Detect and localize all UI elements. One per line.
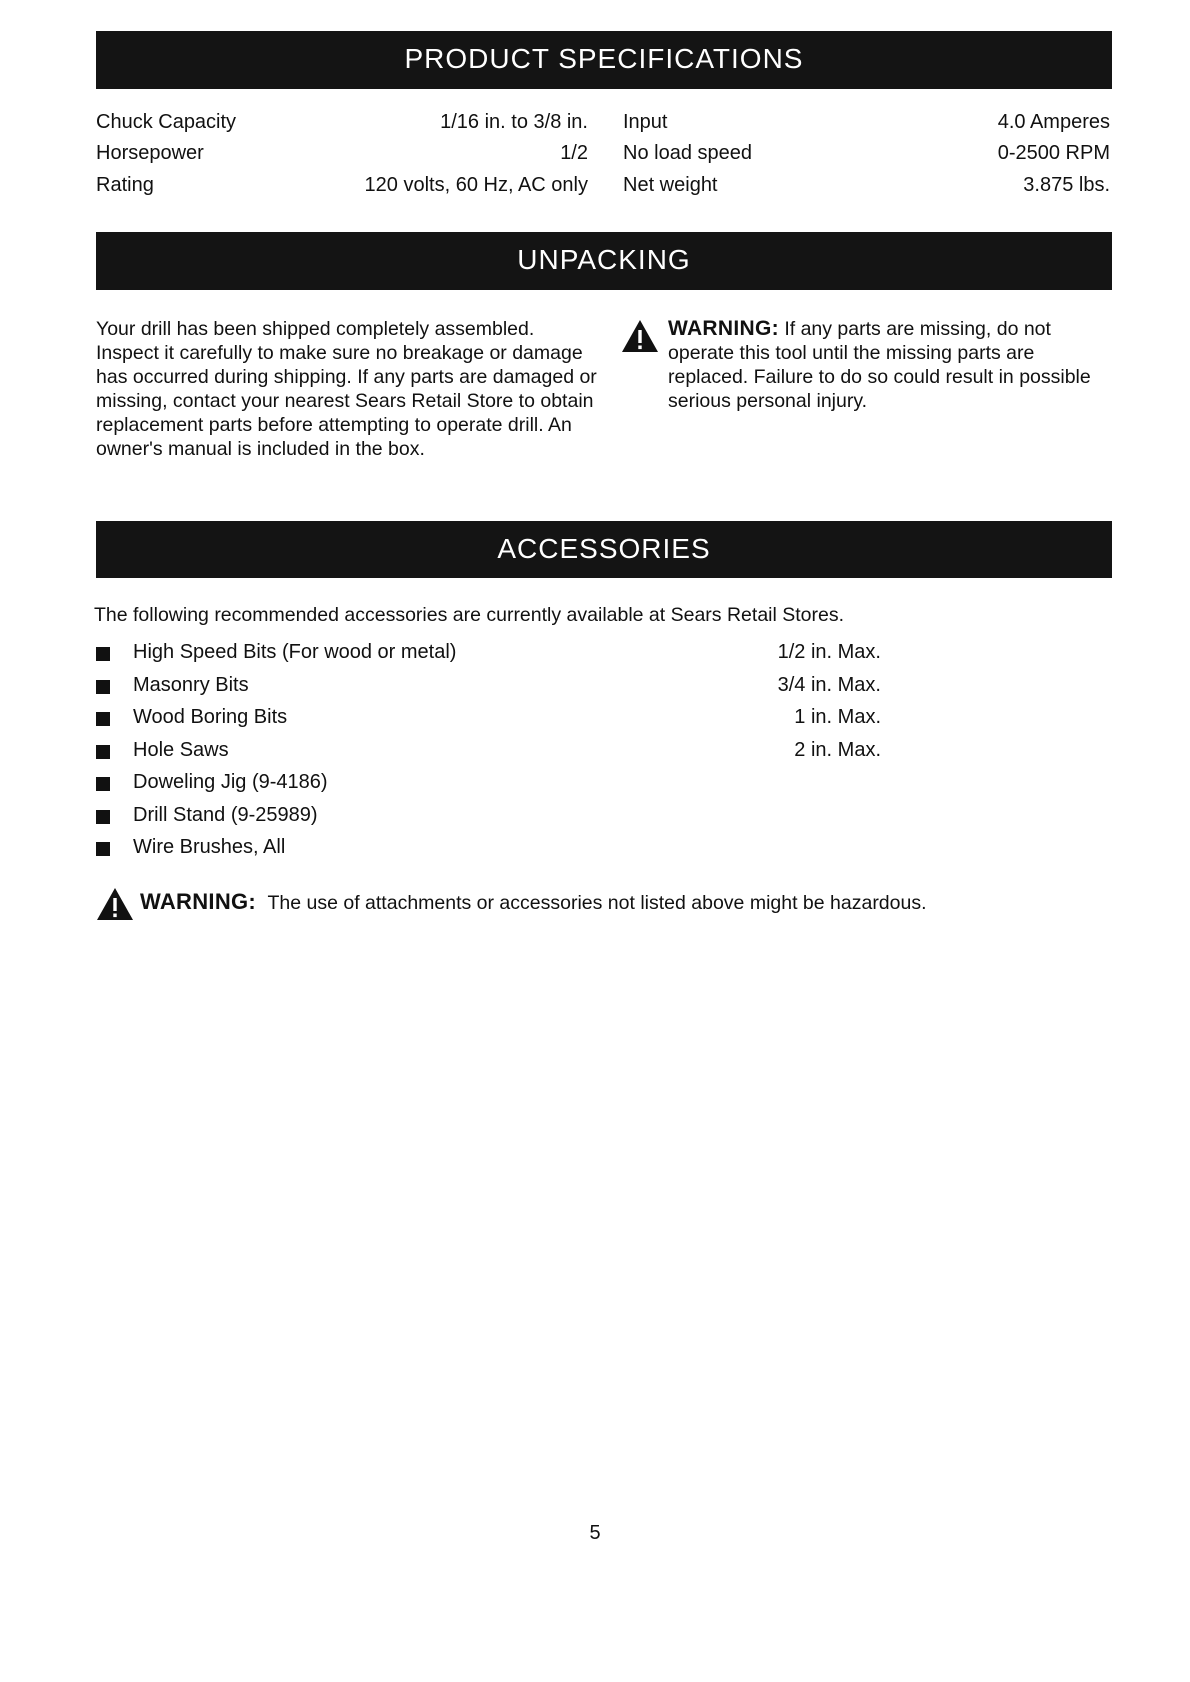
accessories-warning (140, 890, 1100, 915)
accessory-size: 1 in. Max. (794, 706, 881, 728)
accessory-name: Wood Boring Bits (133, 706, 288, 728)
spec-value: 4.0 Amperes (997, 111, 1110, 133)
bullet-icon (96, 745, 110, 759)
spec-value: 1/2 (560, 142, 588, 164)
bullet-icon (96, 647, 110, 661)
bullet-icon (96, 680, 110, 694)
spec-value: 120 volts, 60 Hz, AC only (364, 174, 588, 196)
spec-value: 3.875 lbs. (1023, 174, 1110, 196)
bullet-icon (96, 810, 110, 824)
accessory-size: 1/2 in. Max. (777, 641, 881, 663)
accessory-name: Masonry Bits (133, 673, 249, 696)
list-item (96, 771, 896, 804)
warning-text: If any parts are missing, do not operate this tool until the missing parts are replaced. Failure to do so could result in possible serious personal injury. (668, 318, 1091, 412)
accessory-name: Drill Stand (9-25989) (133, 803, 318, 826)
spec-label: Net weight (623, 174, 718, 196)
spec-label: Chuck Capacity (96, 111, 237, 133)
accessories-header (96, 521, 1112, 578)
accessories-intro: The following recommended accessories are currently available at Sears Retail Stores. (94, 604, 845, 626)
accessory-name: Doweling Jig (9-4186) (133, 771, 328, 793)
accessory-size: 2 in. Max. (794, 738, 881, 761)
unpacking-body: Your drill has been shipped completely assembled. Inspect it carefully to make sure no breakage or damage has occurred during shipping. If any parts are damaged or missing, contact your nearest Sears Retail Store to obtain replacement parts before attempting to operate drill. An owner's manual is included in the box. (96, 318, 597, 460)
accessory-name: Hole Saws (133, 738, 229, 761)
list-item (96, 706, 896, 739)
warning-triangle-icon (621, 319, 659, 353)
spec-value: 0-2500 RPM (997, 142, 1110, 164)
page-number: 5 (589, 1522, 601, 1544)
list-item (96, 836, 896, 869)
spec-label: Horsepower (96, 142, 204, 164)
bullet-icon (96, 712, 110, 726)
bullet-icon (96, 777, 110, 791)
accessory-size: 3/4 in. Max. (777, 673, 881, 696)
specs-title: PRODUCT SPECIFICATIONS (404, 43, 804, 74)
spec-label: Input (623, 111, 668, 133)
warning-text: The use of attachments or accessories not listed above might be hazardous. (267, 892, 927, 914)
specs-header (96, 31, 1112, 89)
unpacking-title: UNPACKING (517, 244, 691, 275)
list-item (96, 674, 896, 707)
bullet-icon (96, 842, 110, 856)
spec-label: No load speed (623, 142, 752, 164)
unpacking-header (96, 232, 1112, 290)
list-item (96, 739, 896, 772)
accessory-name: Wire Brushes, All (133, 836, 286, 858)
list-item (96, 804, 896, 837)
accessories-title: ACCESSORIES (497, 533, 711, 564)
spec-value: 1/16 in. to 3/8 in. (440, 111, 588, 133)
accessory-name: High Speed Bits (For wood or metal) (133, 641, 457, 663)
warning-label: WARNING: (668, 317, 779, 340)
spec-label: Rating (96, 174, 154, 196)
unpacking-warning (668, 317, 1113, 413)
warning-triangle-icon (96, 887, 134, 921)
list-item (96, 641, 896, 674)
warning-label: WARNING: (140, 889, 257, 914)
accessories-list (96, 641, 896, 869)
